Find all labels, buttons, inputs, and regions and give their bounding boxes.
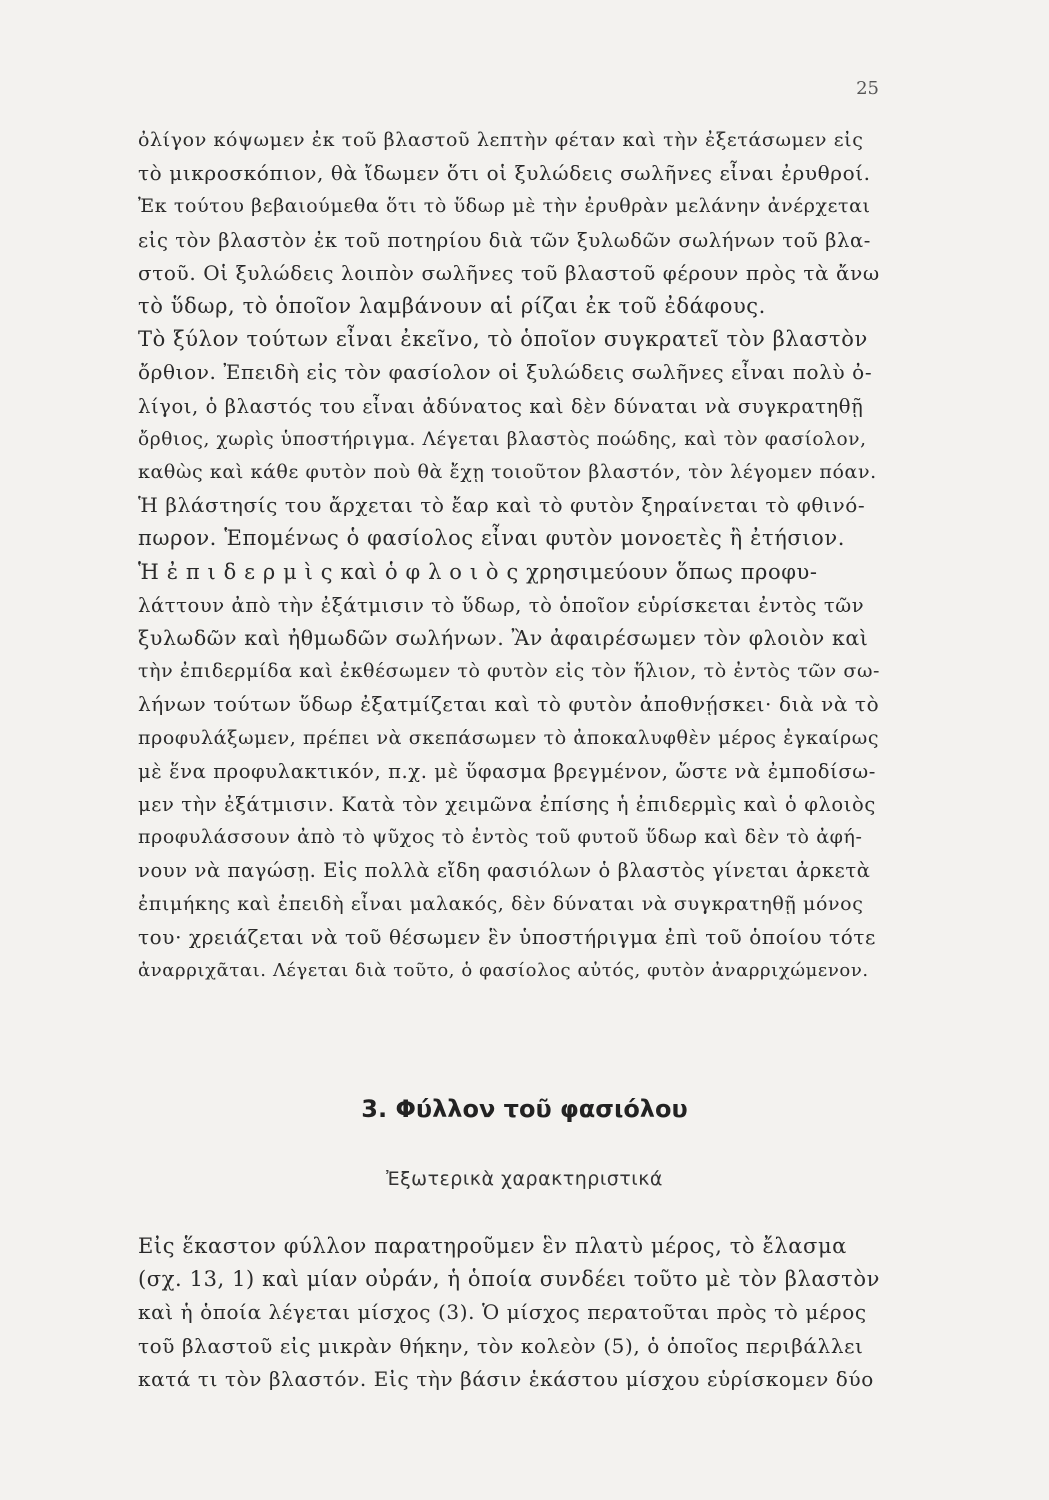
text-line: Τὸ ξύλον τούτων εἶναι ἐκεῖνο, τὸ ὁποῖον συγκρατεῖ τὸν βλαστὸν xyxy=(138,327,868,352)
page-number: 25 xyxy=(856,78,879,99)
text-line: νουν νὰ παγώσῃ. Εἰς πολλὰ εἴδη φασιόλων ὁ βλαστὸς γίνεται ἀρκετὰ xyxy=(138,859,871,883)
text-line: μεν τὴν ἐξάτμισιν. Κατὰ τὸν χειμῶνα ἐπίσης ἡ ἐπιδερμὶς καὶ ὁ φλοιὸς xyxy=(138,793,876,817)
text-line: λήνων τούτων ὕδωρ ἐξατμίζεται καὶ τὸ φυτὸν ἀποθνῄσκει· διὰ νὰ τὸ xyxy=(138,692,880,717)
text-line: κατά τι τὸν βλαστόν. Εἰς τὴν βάσιν ἑκάστου μίσχου εὑρίσκομεν δύο xyxy=(138,1366,874,1391)
text-line: ἀναρριχᾶται. Λέγεται διὰ τοῦτο, ὁ φασίολος αὐτός, φυτὸν ἀναρριχώμενον. xyxy=(138,960,869,982)
text-line: ὄρθιον. Ἐπειδὴ εἰς τὸν φασίολον οἱ ξυλώδεις σωλῆνες εἶναι πολὺ ὀ- xyxy=(138,360,873,385)
text-line: τὸ μικροσκόπιον, θὰ ἴδωμεν ὅτι οἱ ξυλώδεις σωλῆνες εἶναι ἐρυθροί. xyxy=(138,161,871,186)
text-line: στοῦ. Οἱ ξυλώδεις λοιπὸν σωλῆνες τοῦ βλαστοῦ φέρουν πρὸς τὰ ἄνω xyxy=(138,260,880,285)
text-line: λάττουν ἀπὸ τὴν ἐξάτμισιν τὸ ὕδωρ, τὸ ὁποῖον εὑρίσκεται ἐντὸς τῶν xyxy=(138,593,865,617)
text-line: μὲ ἕνα προφυλακτικόν, π.χ. μὲ ὕφασμα βρεγμένον, ὥστε νὰ ἐμποδίσω- xyxy=(138,759,876,783)
text-line: πωρον. Ἑπομένως ὁ φασίολος εἶναι φυτὸν μονοετὲς ἢ ἐτήσιον. xyxy=(138,526,846,551)
text-line: του· χρειάζεται νὰ τοῦ θέσωμεν ἓν ὑποστήριγμα ἐπὶ τοῦ ὁποίου τότε xyxy=(138,924,876,949)
text-line: Ἡ βλάστησίς του ἄρχεται τὸ ἔαρ καὶ τὸ φυτὸν ξηραίνεται τὸ φθινό- xyxy=(138,493,866,518)
section-heading: 3. Φύλλον τοῦ φασιόλου xyxy=(361,1095,688,1123)
text-line: Εἰς ἕκαστον φύλλον παρατηροῦμεν ἓν πλατὺ μέρος, τὸ ἔλασμα xyxy=(138,1234,847,1258)
text-line: εἰς τὸν βλαστὸν ἐκ τοῦ ποτηρίου διὰ τῶν ξυλωδῶν σωλήνων τοῦ βλα- xyxy=(138,228,871,252)
text-line: καθὼς καὶ κάθε φυτὸν ποὺ θὰ ἔχῃ τοιοῦτον βλαστόν, τὸν λέγομεν πόαν. xyxy=(138,461,877,484)
text-line: Ἐκ τούτου βεβαιούμεθα ὅτι τὸ ὕδωρ μὲ τὴν ἐρυθρὰν μελάνην ἀνέρχεται xyxy=(138,195,871,218)
text-line: καὶ ἡ ὁποία λέγεται μίσχος (3). Ὁ μίσχος περατοῦται πρὸς τὸ μέρος xyxy=(138,1300,867,1325)
text-line: τοῦ βλαστοῦ εἰς μικρὰν θήκην, τὸν κολεὸν (5), ὁ ὁποῖος περιβάλλει xyxy=(138,1333,864,1358)
text-line: τὴν ἐπιδερμίδα καὶ ἐκθέσωμεν τὸ φυτὸν εἰς τὸν ἥλιον, τὸ ἐντὸς τῶν σω- xyxy=(138,660,881,683)
text-line: λίγοι, ὁ βλαστός του εἶναι ἀδύνατος καὶ δὲν δύναται νὰ συγκρατηθῇ xyxy=(138,394,864,418)
body-paragraph-2 xyxy=(138,1230,880,1396)
text-line: (σχ. 13, 1) καὶ μίαν οὐράν, ἡ ὁποία συνδέει τοῦτο μὲ τὸν βλαστὸν xyxy=(138,1267,880,1292)
text-line: ὀλίγον κόψωμεν ἐκ τοῦ βλαστοῦ λεπτὴν φέταν καὶ τὴν ἐξετάσωμεν εἰς xyxy=(138,129,864,151)
text-line: προφυλάσσουν ἀπὸ τὸ ψῦχος τὸ ἐντὸς τοῦ φυτοῦ ὕδωρ καὶ δὲν τὸ ἀφή- xyxy=(138,826,863,849)
body-paragraph-1 xyxy=(138,124,880,987)
text-line: Ἡ ἐ π ι δ ε ρ μ ὶ ς καὶ ὁ φ λ ο ι ὸ ς χρησιμεύουν ὅπως προφυ- xyxy=(138,559,818,584)
text-line: προφυλάξωμεν, πρέπει νὰ σκεπάσωμεν τὸ ἀποκαλυφθὲν μέρος ἐγκαίρως xyxy=(138,726,880,749)
text-line: ἐπιμήκης καὶ ἐπειδὴ εἶναι μαλακός, δὲν δύναται νὰ συγκρατηθῇ μόνος xyxy=(138,892,864,915)
text-line: ὄρθιος, χωρὶς ὑποστήριγμα. Λέγεται βλαστὸς ποώδης, καὶ τὸν φασίολον, xyxy=(138,428,867,450)
text-line: τὸ ὕδωρ, τὸ ὁποῖον λαμβάνουν αἱ ρίζαι ἐκ τοῦ ἐδάφους. xyxy=(138,294,766,319)
section-subheading: Ἐξωτερικὰ χαρακτηριστικά xyxy=(386,1168,663,1190)
text-line: ξυλωδῶν καὶ ἠθμωδῶν σωλήνων. Ἂν ἀφαιρέσωμεν τὸν φλοιὸν καὶ xyxy=(138,626,869,651)
